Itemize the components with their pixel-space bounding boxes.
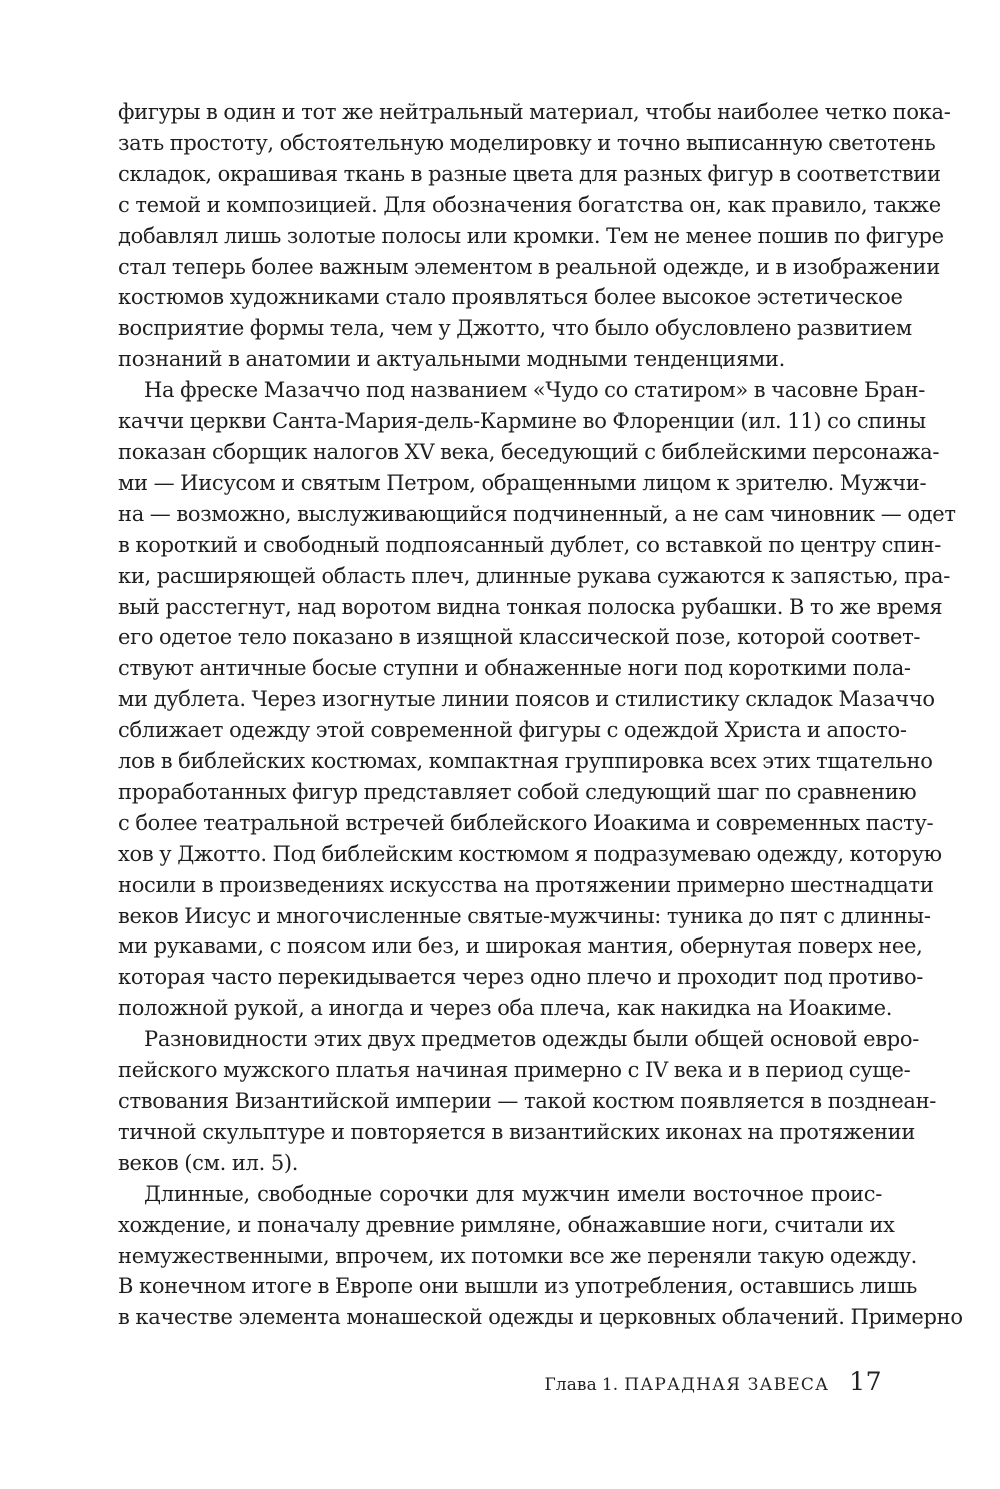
text-line: складок, окрашивая ткань в разные цвета для разных фигур в соответствии [118,161,941,186]
text-line: с более театральной встречей библейского Иоакима и современных пасту- [118,810,934,835]
text-line: вый расстегнут, над воротом видна тонкая полоска рубашки. В то же время [118,594,943,619]
text-line: пейского мужского платья начиная примерно с IV века и в период суще- [118,1058,911,1083]
paragraph [118,1179,963,1334]
chapter-label [544,1375,618,1395]
text-line: веков Иисус и многочисленные святые-мужчины: туника до пят с длинны- [118,903,931,928]
text-line: носили в произведениях искусства на протяжении примерно шестнадцати [118,872,934,897]
text-line: добавлял лишь золотые полосы или кромки. Тем не менее пошив по фигуре [118,223,944,248]
text-line: восприятие формы тела, чем у Джотто, что было обусловлено развитием [118,316,912,341]
text-line: ми — Иисусом и святым Петром, обращенными лицом к зрителю. Мужчи- [118,470,927,495]
body-text [118,97,963,1333]
text-line: ми дублета. Через изогнутые линии поясов и стилистику складок Мазаччо [118,687,935,712]
paragraph [118,97,951,375]
paragraph [118,1024,937,1179]
chapter-number: 1. [601,1375,619,1395]
text-line: тичной скульптуре и повторяется в византийских иконах на протяжении [118,1119,916,1144]
text-line: стал теперь более важным элементом в реальной одежде, и в изображении [118,254,940,279]
text-line: на — возможно, выслуживающийся подчиненный, а не сам чиновник — одет [118,501,956,526]
text-line: показан сборщик налогов XV века, беседующий с библейскими персонажа- [118,439,940,464]
text-line: его одетое тело показано в изящной классической позе, которой соответ- [118,625,921,650]
text-line: ствования Византийской империи — такой костюм появляется в позднеан- [118,1089,937,1113]
text-line: проработанных фигур представляет собой следующий шаг по сравнению [118,779,917,804]
text-line: В конечном итоге в Европе они вышли из употребления, оставшись лишь [118,1274,917,1299]
text-line: ми рукавами, с поясом или без, и широкая мантия, обернутая поверх нее, [118,934,923,959]
text-line: ствуют античные босые ступни и обнаженные ноги под короткими пола- [118,656,911,681]
text-line: веков (см. ил. 5). [118,1150,299,1175]
text-line: На фреске Мазаччо под названием «Чудо со статиром» в часовне Бран- [144,378,926,403]
running-footer [520,1367,882,1401]
text-line: познаний в анатомии и актуальными модными тенденциями. [118,347,785,372]
text-line: зать простоту, обстоятельную моделировку и точно выписанную светотень [118,130,936,155]
chapter-word: Глава [544,1375,597,1395]
text-line: в короткий и свободный подпоясанный дублет, со вставкой по центру спин- [118,532,941,557]
text-line: лов в библейских костюмах, компактная группировка всех этих тщательно [118,749,933,774]
text-line: фигуры в один и тот же нейтральный материал, чтобы наиболее четко пока- [118,100,951,124]
text-line: каччи церкви Санта-Мария-дель-Кармине во Флоренции (ил. 11) со спины [118,409,926,434]
text-line: положной рукой, а иногда и через оба плеча, как накидка на Иоакиме. [118,996,893,1021]
chapter-title: ПАРАДНАЯ ЗАВЕСА [624,1375,830,1395]
text-line: сближает одежду этой современной фигуры с одеждой Христа и апосто- [118,718,907,743]
text-line: которая часто перекидывается через одно плечо и проходит под противо- [118,965,924,990]
text-line: ки, расширяющей область плеч, длинные рукава сужаются к запястью, пра- [118,563,951,588]
text-line: в качестве элемента монашеской одежды и церковных облачений. Примерно [118,1305,963,1330]
text-line: Разновидности этих двух предметов одежды были общей основой евро- [144,1027,920,1052]
text-line: Длинные, свободные сорочки для мужчин имели восточное проис- [144,1181,882,1206]
text-line: хов у Джотто. Под библейским костюмом я подразумеваю одежду, которую [118,841,942,866]
page-number: 17 [849,1367,882,1396]
paragraph [118,375,956,1024]
text-line: немужественными, впрочем, их потомки все же переняли такую одежду. [118,1243,918,1268]
text-line: хождение, и поначалу древние римляне, обнажавшие ноги, считали их [118,1212,895,1237]
text-line: костюмов художниками стало проявляться более высокое эстетическое [118,285,903,310]
text-line: с темой и композицией. Для обозначения богатства он, как правило, также [118,192,941,217]
